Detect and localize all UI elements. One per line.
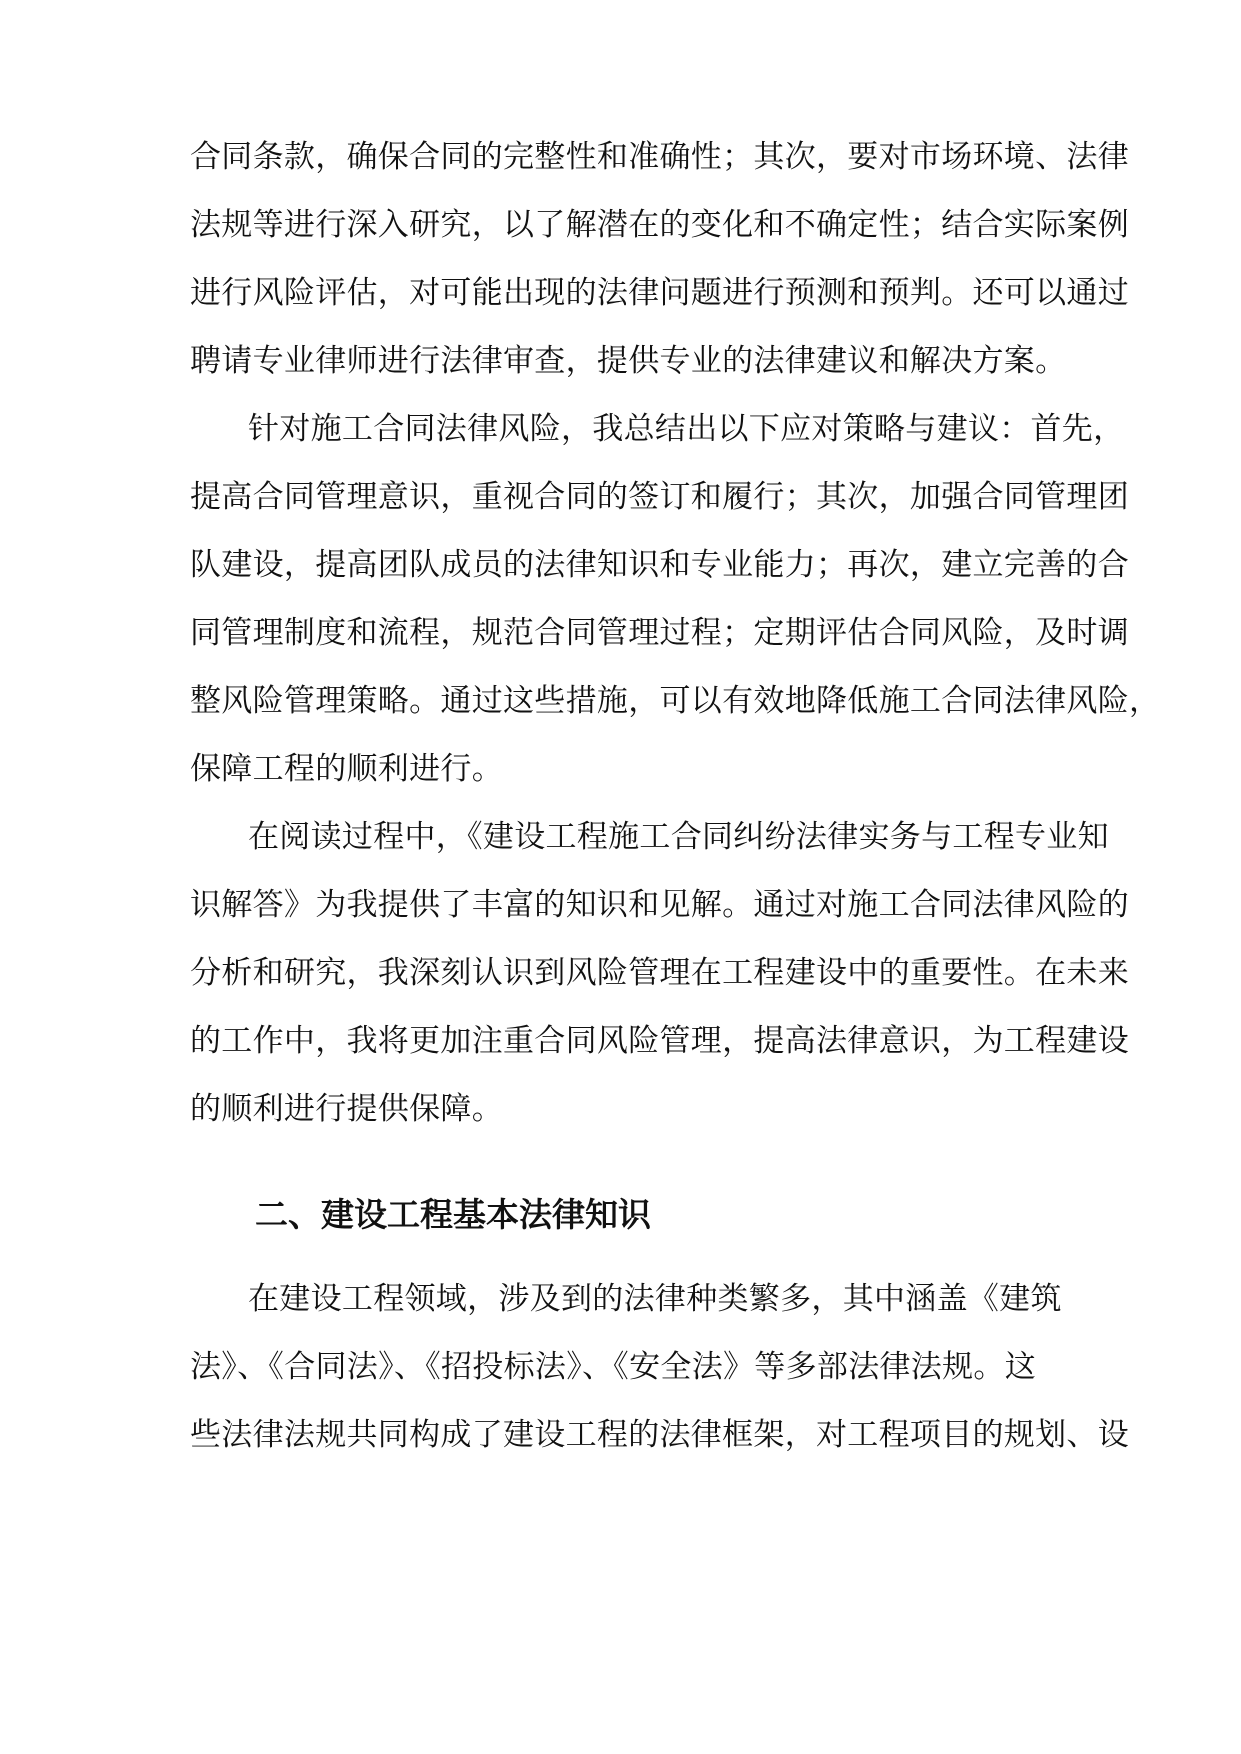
body-text-line: 法规等进行深入研究，以了解潜在的变化和不确定性；结合实际案例 <box>190 207 1129 243</box>
body-text-line: 提高合同管理意识，重视合同的签订和履行；其次，加强合同管理团 <box>190 479 1129 515</box>
body-text-line: 在阅读过程中，《建设工程施工合同纠纷法律实务与工程专业知 <box>248 819 1109 855</box>
body-text-line: 队建设，提高团队成员的法律知识和专业能力；再次，建立完善的合 <box>190 547 1129 583</box>
section-heading: 二、建设工程基本法律知识 <box>255 1195 651 1234</box>
body-text-line: 些法律法规共同构成了建设工程的法律框架，对工程项目的规划、设 <box>190 1417 1129 1453</box>
body-text-line: 同管理制度和流程，规范合同管理过程；定期评估合同风险，及时调 <box>190 615 1129 651</box>
body-text-line: 合同条款，确保合同的完整性和准确性；其次，要对市场环境、法律 <box>190 139 1129 175</box>
body-text-line: 分析和研究，我深刻认识到风险管理在工程建设中的重要性。在未来 <box>190 955 1129 991</box>
body-text-line: 保障工程的顺利进行。 <box>190 751 503 787</box>
body-text-line: 整风险管理策略。通过这些措施，可以有效地降低施工合同法律风险， <box>190 683 1161 719</box>
body-text-line: 的顺利进行提供保障。 <box>190 1091 503 1127</box>
body-text-line: 聘请专业律师进行法律审查，提供专业的法律建议和解决方案。 <box>190 343 1067 379</box>
body-text-line: 在建设工程领域，涉及到的法律种类繁多，其中涵盖《建筑 <box>248 1281 1062 1317</box>
body-text-line: 的工作中，我将更加注重合同风险管理，提高法律意识，为工程建设 <box>190 1023 1129 1059</box>
body-text-line: 针对施工合同法律风险，我总结出以下应对策略与建议：首先， <box>248 411 1125 447</box>
body-text-line: 识解答》为我提供了丰富的知识和见解。通过对施工合同法律风险的 <box>190 887 1129 923</box>
body-text-line: 进行风险评估，对可能出现的法律问题进行预测和预判。还可以通过 <box>190 275 1129 311</box>
body-text-line: 法》、《合同法》、《招投标法》、《安全法》等多部法律法规。这 <box>190 1349 1036 1385</box>
